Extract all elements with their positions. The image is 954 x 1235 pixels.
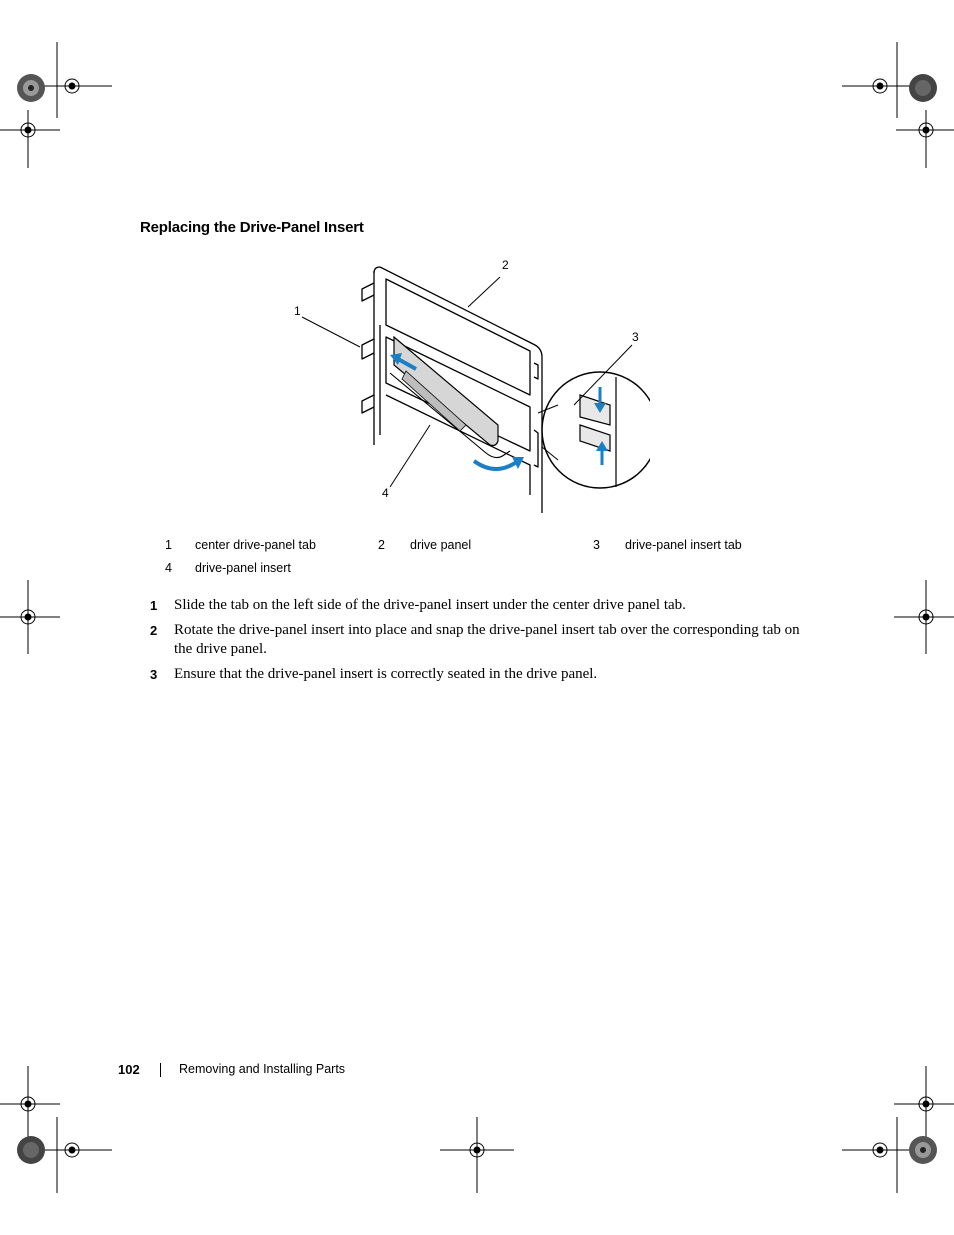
callout-1: 1: [294, 304, 301, 318]
step-number: 1: [150, 598, 158, 613]
step-number: 2: [150, 623, 158, 638]
legend-label: center drive-panel tab: [195, 538, 316, 552]
footer-separator: [160, 1063, 161, 1077]
step-text: Slide the tab on the left side of the drive-panel insert under the center drive panel tab.: [174, 597, 686, 613]
callout-4: 4: [382, 486, 389, 500]
section-heading: Replacing the Drive-Panel Insert: [140, 219, 364, 236]
step-text: Rotate the drive-panel insert into place and snap the drive-panel insert tab over the corresponding tab on the drive panel.: [174, 622, 800, 657]
step-number: 3: [150, 667, 158, 682]
footer-section-title: Removing and Installing Parts: [179, 1062, 346, 1076]
figure-legend: [160, 538, 800, 584]
page-number: 102: [118, 1062, 140, 1077]
callout-3: 3: [632, 330, 639, 344]
step-text: Ensure that the drive-panel insert is correctly seated in the drive panel.: [174, 666, 598, 682]
legend-row: [160, 538, 800, 561]
drive-panel-illustration: [290, 255, 650, 520]
legend-number: 3: [593, 538, 600, 552]
step-item: [148, 665, 818, 684]
step-item: [148, 596, 818, 615]
legend-row: [160, 561, 800, 584]
legend-number: 4: [165, 561, 172, 575]
legend-label: drive-panel insert: [195, 561, 291, 575]
legend-label: drive panel: [410, 538, 472, 552]
callout-2: 2: [502, 258, 509, 272]
procedure-steps: [148, 596, 818, 690]
legend-number: 1: [165, 538, 172, 552]
step-item: [148, 621, 818, 659]
legend-number: 2: [378, 538, 385, 552]
legend-label: drive-panel insert tab: [625, 538, 742, 552]
